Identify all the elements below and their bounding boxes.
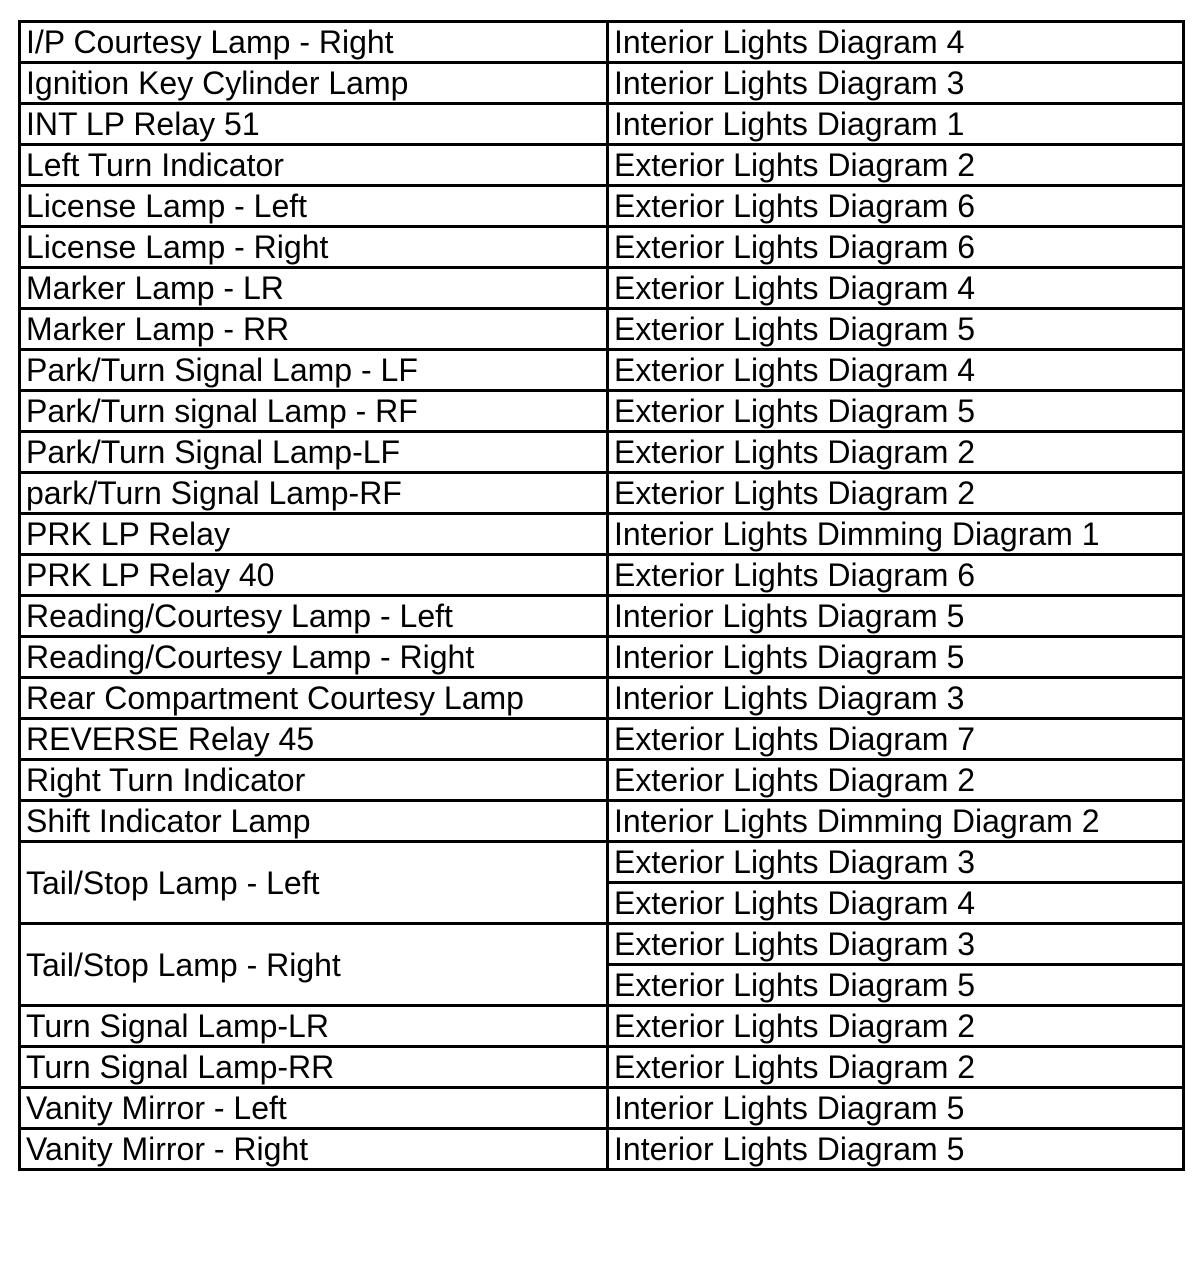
- component-name-cell: I/P Courtesy Lamp - Right: [20, 22, 608, 63]
- table-row: [20, 473, 1184, 514]
- component-name-cell: License Lamp - Right: [20, 227, 608, 268]
- table-body: [20, 22, 1184, 1170]
- table-row: [20, 391, 1184, 432]
- table-row: [20, 678, 1184, 719]
- diagram-reference-cell: Exterior Lights Diagram 6: [608, 227, 1184, 268]
- table-row: [20, 719, 1184, 760]
- diagram-reference-cell: Exterior Lights Diagram 4: [608, 268, 1184, 309]
- component-name-cell: REVERSE Relay 45: [20, 719, 608, 760]
- diagram-reference-cell: Exterior Lights Diagram 2: [608, 145, 1184, 186]
- component-name-cell: Park/Turn Signal Lamp - LF: [20, 350, 608, 391]
- component-name-cell: Vanity Mirror - Right: [20, 1129, 608, 1170]
- component-name-cell: Vanity Mirror - Left: [20, 1088, 608, 1129]
- table-row: [20, 22, 1184, 63]
- component-name-cell: Tail/Stop Lamp - Right: [20, 924, 608, 1006]
- diagram-reference-cell: Exterior Lights Diagram 2: [608, 432, 1184, 473]
- component-name-cell: License Lamp - Left: [20, 186, 608, 227]
- component-name-cell: Tail/Stop Lamp - Left: [20, 842, 608, 924]
- diagram-reference-cell: Interior Lights Dimming Diagram 1: [608, 514, 1184, 555]
- diagram-reference-cell: Interior Lights Diagram 5: [608, 1129, 1184, 1170]
- diagram-reference-cell: Interior Lights Diagram 5: [608, 596, 1184, 637]
- diagram-reference-cell: Exterior Lights Diagram 6: [608, 555, 1184, 596]
- table-row: [20, 555, 1184, 596]
- table-row: [20, 637, 1184, 678]
- table-row: [20, 514, 1184, 555]
- diagram-reference-cell: Exterior Lights Diagram 3: [608, 842, 1184, 883]
- table-row: [20, 145, 1184, 186]
- table-row: [20, 227, 1184, 268]
- diagram-reference-cell: Interior Lights Diagram 4: [608, 22, 1184, 63]
- table-row: [20, 432, 1184, 473]
- component-name-cell: Right Turn Indicator: [20, 760, 608, 801]
- table-row: [20, 1047, 1184, 1088]
- table-row: [20, 1129, 1184, 1170]
- component-name-cell: Marker Lamp - LR: [20, 268, 608, 309]
- diagram-reference-cell: Exterior Lights Diagram 4: [608, 883, 1184, 924]
- component-name-cell: Ignition Key Cylinder Lamp: [20, 63, 608, 104]
- component-locator-table: [18, 20, 1185, 1171]
- diagram-reference-cell: Exterior Lights Diagram 2: [608, 1006, 1184, 1047]
- table-row: [20, 309, 1184, 350]
- diagram-reference-cell: Interior Lights Diagram 3: [608, 63, 1184, 104]
- table-row: [20, 350, 1184, 391]
- component-name-cell: Rear Compartment Courtesy Lamp: [20, 678, 608, 719]
- diagram-reference-cell: Exterior Lights Diagram 5: [608, 965, 1184, 1006]
- table-row: [20, 596, 1184, 637]
- component-name-cell: Turn Signal Lamp-LR: [20, 1006, 608, 1047]
- table-row: [20, 63, 1184, 104]
- table-row: [20, 924, 1184, 965]
- component-name-cell: PRK LP Relay 40: [20, 555, 608, 596]
- table-row: [20, 760, 1184, 801]
- diagram-reference-cell: Exterior Lights Diagram 2: [608, 1047, 1184, 1088]
- component-name-cell: Left Turn Indicator: [20, 145, 608, 186]
- table-row: [20, 1006, 1184, 1047]
- component-name-cell: park/Turn Signal Lamp-RF: [20, 473, 608, 514]
- table-row: [20, 1088, 1184, 1129]
- component-name-cell: Reading/Courtesy Lamp - Left: [20, 596, 608, 637]
- component-name-cell: Turn Signal Lamp-RR: [20, 1047, 608, 1088]
- diagram-reference-cell: Exterior Lights Diagram 2: [608, 473, 1184, 514]
- component-name-cell: Shift Indicator Lamp: [20, 801, 608, 842]
- diagram-reference-cell: Exterior Lights Diagram 2: [608, 760, 1184, 801]
- component-name-cell: Marker Lamp - RR: [20, 309, 608, 350]
- diagram-reference-cell: Exterior Lights Diagram 6: [608, 186, 1184, 227]
- diagram-reference-cell: Exterior Lights Diagram 3: [608, 924, 1184, 965]
- diagram-reference-cell: Exterior Lights Diagram 4: [608, 350, 1184, 391]
- diagram-reference-cell: Exterior Lights Diagram 7: [608, 719, 1184, 760]
- diagram-reference-cell: Exterior Lights Diagram 5: [608, 309, 1184, 350]
- table-row: [20, 186, 1184, 227]
- table-row: [20, 801, 1184, 842]
- component-name-cell: Park/Turn signal Lamp - RF: [20, 391, 608, 432]
- table-row: [20, 104, 1184, 145]
- table-row: [20, 842, 1184, 883]
- component-name-cell: Reading/Courtesy Lamp - Right: [20, 637, 608, 678]
- diagram-reference-cell: Interior Lights Dimming Diagram 2: [608, 801, 1184, 842]
- diagram-reference-cell: Interior Lights Diagram 1: [608, 104, 1184, 145]
- component-name-cell: INT LP Relay 51: [20, 104, 608, 145]
- diagram-reference-cell: Exterior Lights Diagram 5: [608, 391, 1184, 432]
- component-name-cell: PRK LP Relay: [20, 514, 608, 555]
- diagram-reference-cell: Interior Lights Diagram 5: [608, 1088, 1184, 1129]
- component-name-cell: Park/Turn Signal Lamp-LF: [20, 432, 608, 473]
- table-row: [20, 268, 1184, 309]
- diagram-reference-cell: Interior Lights Diagram 3: [608, 678, 1184, 719]
- diagram-reference-cell: Interior Lights Diagram 5: [608, 637, 1184, 678]
